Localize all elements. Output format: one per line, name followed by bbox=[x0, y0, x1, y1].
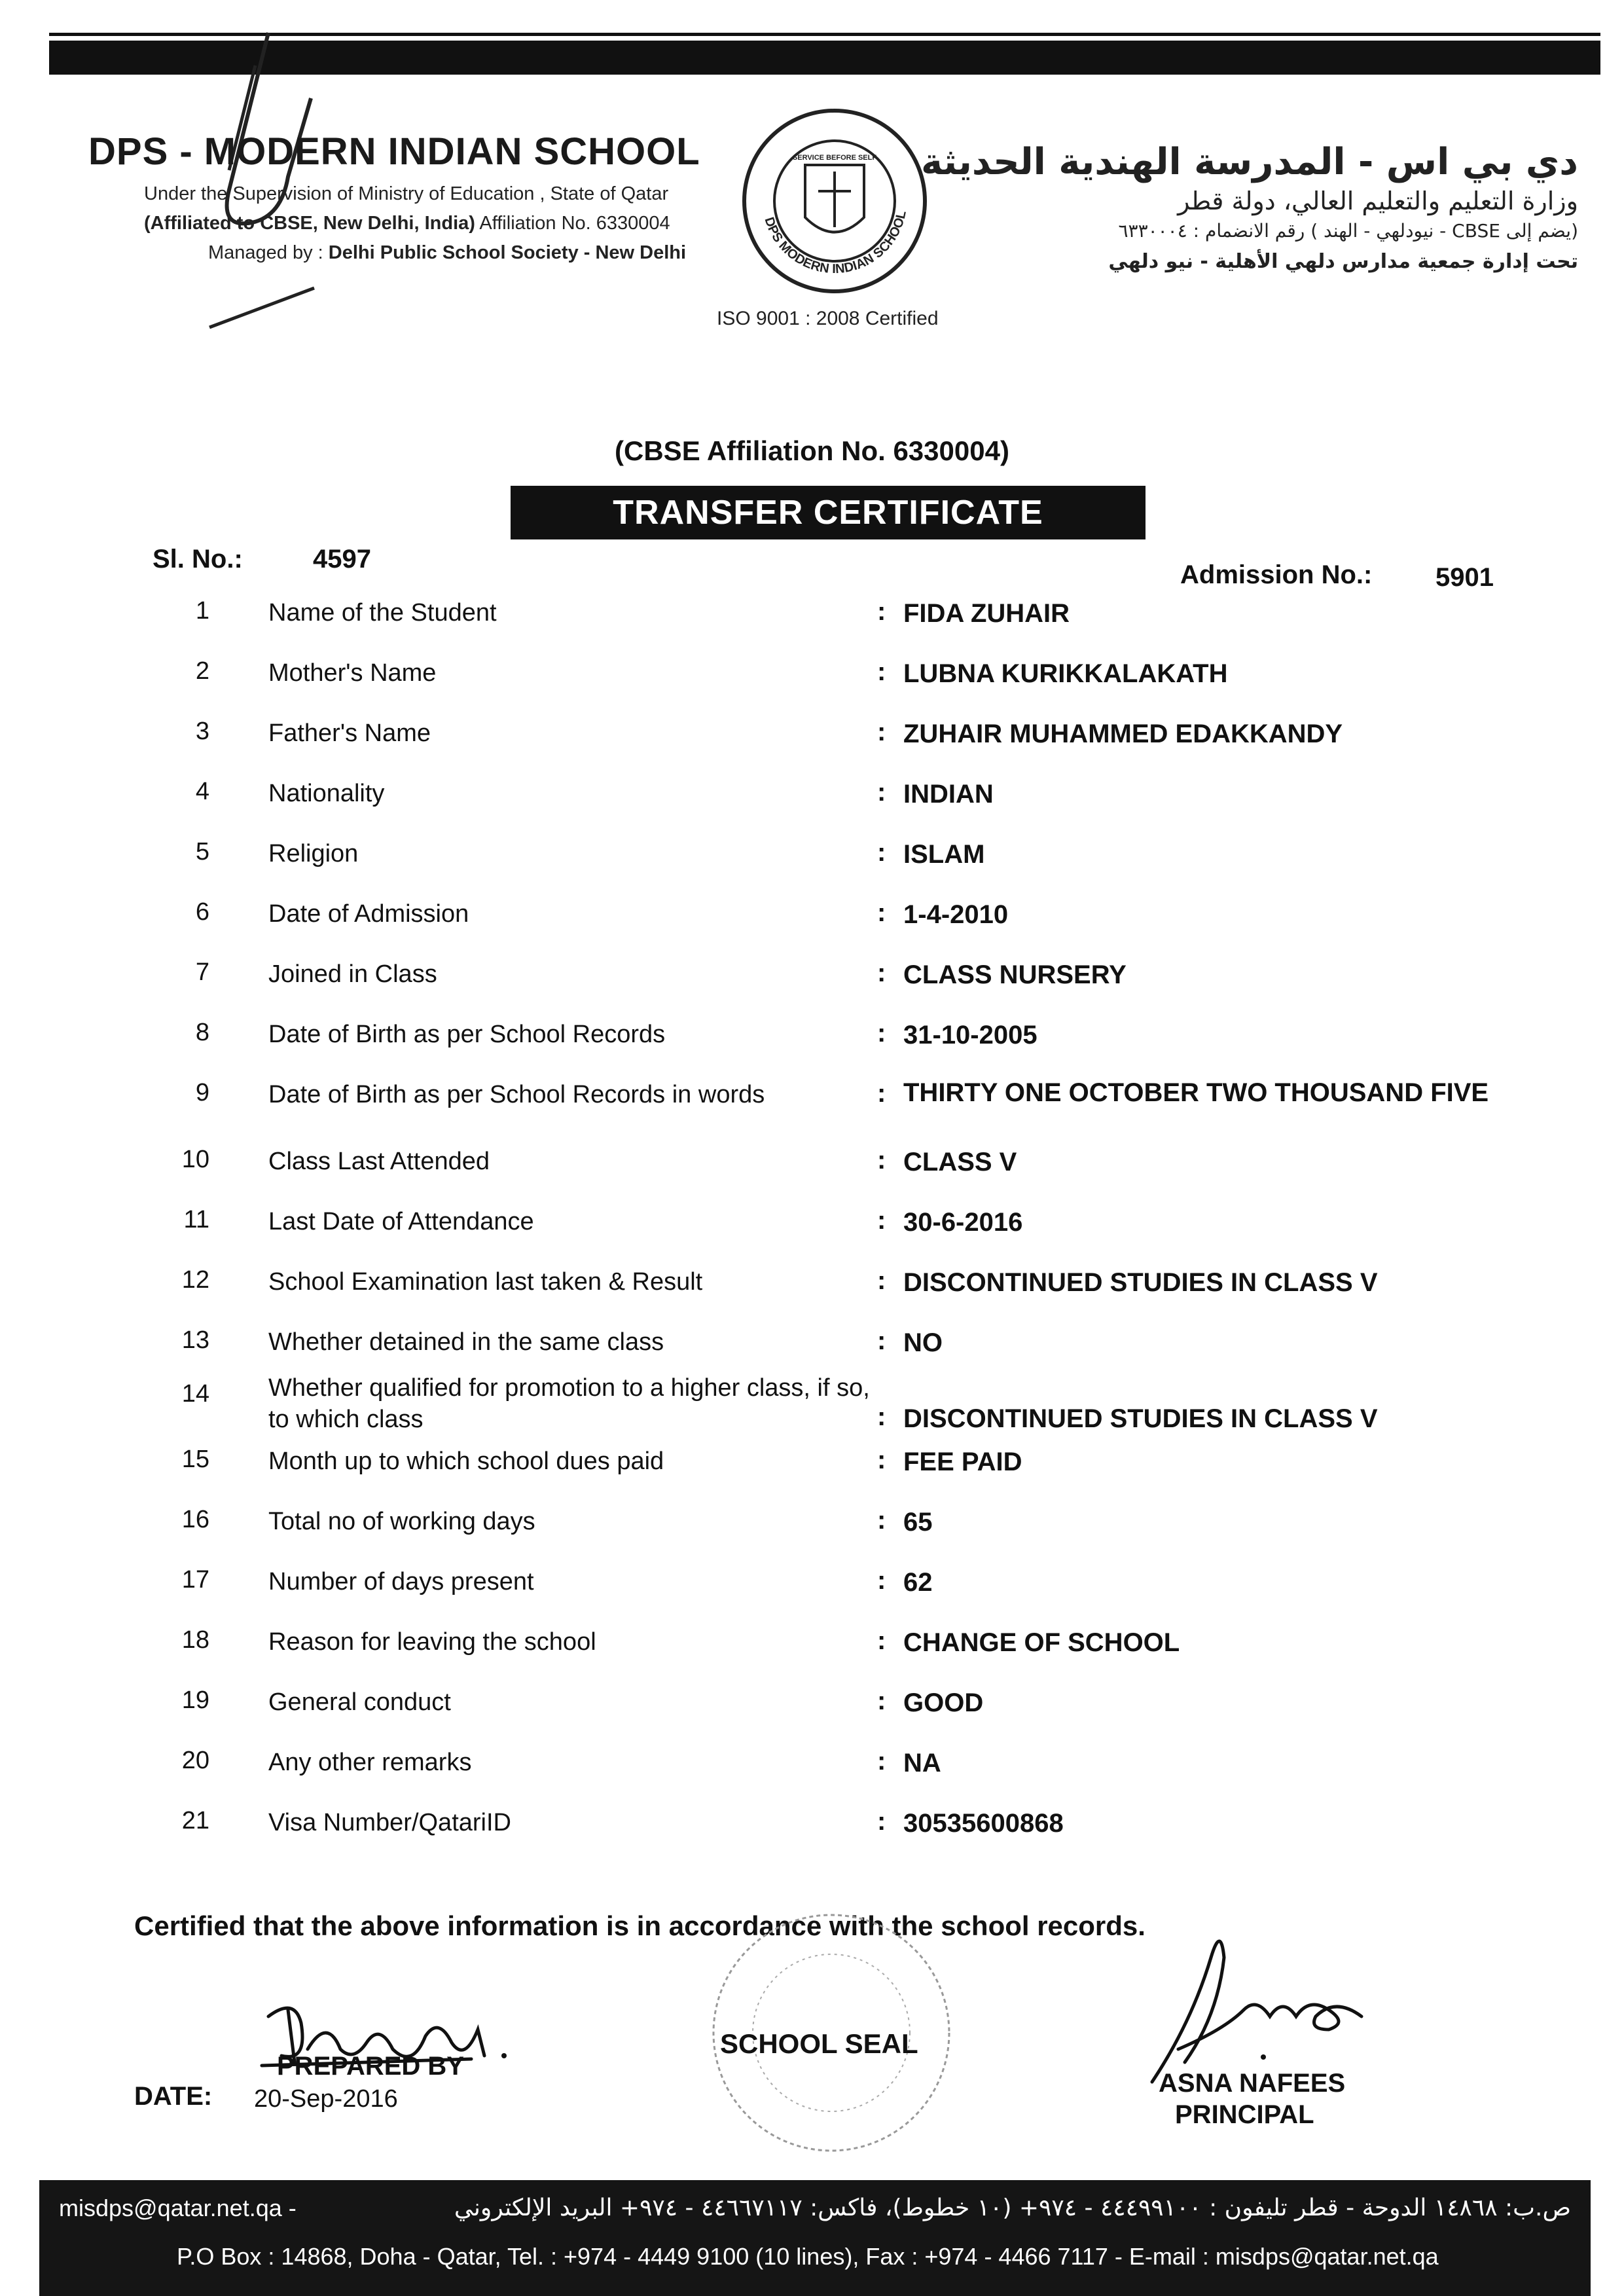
row-label: Month up to which school dues paid bbox=[268, 1448, 664, 1475]
row-value: CLASS V bbox=[903, 1148, 1017, 1176]
row-value: 62 bbox=[903, 1568, 933, 1597]
detail-row bbox=[0, 718, 1624, 770]
row-number: 8 bbox=[195, 1019, 209, 1046]
row-label: Mother's Name bbox=[268, 659, 437, 687]
row-value: CLASS NURSERY bbox=[903, 960, 1127, 989]
row-number: 5 bbox=[195, 838, 209, 866]
principal-name: ASNA NAFEES bbox=[1159, 2069, 1346, 2098]
row-number: 15 bbox=[181, 1446, 209, 1473]
detail-row bbox=[0, 958, 1624, 1011]
detail-row bbox=[0, 1372, 1624, 1433]
row-value: 30535600868 bbox=[903, 1809, 1064, 1838]
row-number: 16 bbox=[181, 1506, 209, 1533]
managed-by-label: Managed by : bbox=[208, 242, 329, 263]
row-value: CHANGE OF SCHOOL bbox=[903, 1628, 1180, 1657]
row-number: 21 bbox=[181, 1807, 209, 1834]
row-label: General conduct bbox=[268, 1688, 451, 1716]
affiliation-line bbox=[144, 213, 670, 234]
footer-arabic-contact: ص.ب: ١٤٨٦٨ الدوحة - قطر تليفون : ٤٤٤٩٩١٠٠ - ٩٧٤+ (١٠ خطوط)، فاكس: ٤٤٦٦٧١١٧ - ٩٧٤+ البريد الإلكتروني bbox=[454, 2195, 1571, 2221]
detail-row bbox=[0, 657, 1624, 710]
school-seal-label: SCHOOL SEAL bbox=[720, 2028, 918, 2059]
detail-row bbox=[0, 597, 1624, 649]
row-label: Whether qualified for promotion to a higher class, if so, to which class bbox=[268, 1374, 870, 1433]
detail-row bbox=[0, 898, 1624, 951]
school-name: DPS - MODERN INDIAN SCHOOL bbox=[88, 130, 700, 173]
row-colon: : bbox=[877, 597, 886, 626]
pen-stroke-mark bbox=[203, 282, 321, 334]
serial-label: Sl. No.: bbox=[153, 545, 243, 574]
footer-email: misdps@qatar.net.qa - bbox=[59, 2195, 297, 2221]
detail-row bbox=[0, 1626, 1624, 1679]
row-colon: : bbox=[877, 1146, 886, 1175]
row-number: 7 bbox=[195, 958, 209, 986]
logo-motto: SERVICE BEFORE SELF bbox=[792, 154, 877, 162]
supervision-line: Under the Supervision of Ministry of Education , State of Qatar bbox=[144, 183, 669, 204]
row-label: School Examination last taken & Result bbox=[268, 1268, 703, 1296]
row-value: 30-6-2016 bbox=[903, 1208, 1023, 1237]
detail-row bbox=[0, 1146, 1624, 1198]
row-value: 65 bbox=[903, 1508, 933, 1537]
row-label: Nationality bbox=[268, 780, 385, 807]
row-value: 31-10-2005 bbox=[903, 1021, 1038, 1049]
row-colon: : bbox=[877, 1506, 886, 1535]
row-value: ZUHAIR MUHAMMED EDAKKANDY bbox=[903, 720, 1343, 748]
cbse-affiliation: (CBSE Affiliation No. 6330004) bbox=[615, 435, 1009, 466]
cbse-affiliation-bold: (Affiliated to CBSE, New Delhi, India) bbox=[144, 213, 475, 234]
row-number: 4 bbox=[195, 778, 209, 805]
row-value: GOOD bbox=[903, 1688, 984, 1717]
arabic-school-name: دي بي اس - المدرسة الهندية الحديثة bbox=[921, 141, 1578, 183]
date-label: DATE: bbox=[134, 2082, 213, 2111]
row-number: 6 bbox=[195, 898, 209, 926]
row-number: 17 bbox=[181, 1566, 209, 1594]
row-colon: : bbox=[877, 1446, 886, 1474]
row-value: DISCONTINUED STUDIES IN CLASS V bbox=[903, 1268, 1378, 1297]
row-number: 14 bbox=[181, 1380, 209, 1408]
row-number: 20 bbox=[181, 1747, 209, 1774]
row-colon: : bbox=[877, 1266, 886, 1295]
detail-row bbox=[0, 1326, 1624, 1379]
row-colon: : bbox=[877, 1626, 886, 1655]
certification-statement: Certified that the above information is in accordance with the school records. bbox=[134, 1910, 1146, 1941]
row-number: 18 bbox=[181, 1626, 209, 1654]
detail-row bbox=[0, 1446, 1624, 1498]
detail-row bbox=[0, 1019, 1624, 1071]
row-colon: : bbox=[877, 1079, 886, 1108]
managed-by-society: Delhi Public School Society - New Delhi bbox=[328, 242, 687, 263]
row-number: 12 bbox=[181, 1266, 209, 1294]
row-colon: : bbox=[877, 898, 886, 927]
arabic-affiliation-line: (يضم إلى CBSE - نيودلهي - الهند ) رقم الانضمام : ٦٣٣٠٠٠٤ bbox=[1118, 220, 1578, 242]
row-colon: : bbox=[877, 778, 886, 807]
row-label: Reason for leaving the school bbox=[268, 1628, 596, 1656]
row-label: Date of Birth as per School Records bbox=[268, 1021, 666, 1048]
row-value: FIDA ZUHAIR bbox=[903, 599, 1070, 628]
managed-by-line bbox=[208, 242, 686, 264]
row-colon: : bbox=[877, 1206, 886, 1235]
row-colon: : bbox=[877, 958, 886, 987]
row-label: Total no of working days bbox=[268, 1508, 535, 1535]
row-value: 1-4-2010 bbox=[903, 900, 1009, 929]
row-number: 11 bbox=[183, 1206, 209, 1233]
logo-ring-text: DPS MODERN INDIAN SCHOOL bbox=[761, 209, 909, 277]
row-number: 9 bbox=[195, 1079, 209, 1106]
row-label: Joined in Class bbox=[268, 960, 437, 988]
row-number: 3 bbox=[195, 718, 209, 745]
row-colon: : bbox=[877, 838, 886, 867]
certificate-title: TRANSFER CERTIFICATE bbox=[511, 486, 1146, 539]
row-number: 1 bbox=[195, 597, 209, 625]
row-number: 2 bbox=[195, 657, 209, 685]
detail-row bbox=[0, 1747, 1624, 1799]
row-colon: : bbox=[877, 1566, 886, 1595]
admission-label: Admission No.: bbox=[1180, 560, 1373, 589]
row-value: DISCONTINUED STUDIES IN CLASS V bbox=[903, 1404, 1378, 1433]
detail-row bbox=[0, 1266, 1624, 1319]
footer-bar bbox=[39, 2180, 1591, 2296]
row-number: 10 bbox=[181, 1146, 209, 1173]
row-value: LUBNA KURIKKALAKATH bbox=[903, 659, 1228, 688]
affiliation-number-text: Affiliation No. 6330004 bbox=[475, 213, 670, 234]
row-colon: : bbox=[877, 1807, 886, 1836]
detail-row bbox=[0, 1686, 1624, 1739]
admission-value: 5901 bbox=[1435, 563, 1494, 592]
row-colon: : bbox=[877, 1686, 886, 1715]
row-label: Whether detained in the same class bbox=[268, 1328, 664, 1356]
detail-row bbox=[0, 1079, 1624, 1131]
footer-address: P.O Box : 14868, Doha - Qatar, Tel. : +974 - 4449 9100 (10 lines), Fax : +974 - 4466 7117 - E-mail : misdps@qatar.net.qa bbox=[177, 2243, 1439, 2270]
row-label: Name of the Student bbox=[268, 599, 497, 627]
principal-title: PRINCIPAL bbox=[1175, 2100, 1314, 2129]
row-label: Father's Name bbox=[268, 720, 431, 747]
row-number: 13 bbox=[181, 1326, 209, 1354]
prepared-by-label: PREPARED BY bbox=[277, 2052, 464, 2081]
detail-row bbox=[0, 778, 1624, 830]
serial-value: 4597 bbox=[313, 545, 371, 574]
row-number: 19 bbox=[181, 1686, 209, 1714]
row-colon: : bbox=[877, 657, 886, 686]
row-colon: : bbox=[877, 1747, 886, 1776]
row-label: Any other remarks bbox=[268, 1749, 472, 1776]
detail-row bbox=[0, 1807, 1624, 1859]
row-colon: : bbox=[877, 1019, 886, 1048]
row-label: Religion bbox=[268, 840, 359, 867]
row-label: Number of days present bbox=[268, 1568, 534, 1595]
detail-row bbox=[0, 1206, 1624, 1258]
row-value: ISLAM bbox=[903, 840, 985, 869]
row-label: Date of Birth as per School Records in words bbox=[268, 1081, 765, 1108]
iso-certification: ISO 9001 : 2008 Certified bbox=[717, 308, 939, 329]
row-label: Visa Number/QatariID bbox=[268, 1809, 511, 1836]
detail-row bbox=[0, 838, 1624, 890]
detail-row bbox=[0, 1566, 1624, 1618]
school-logo bbox=[740, 106, 929, 296]
row-label: Last Date of Attendance bbox=[268, 1208, 534, 1235]
row-label: Class Last Attended bbox=[268, 1148, 490, 1175]
row-value: THIRTY ONE OCTOBER TWO THOUSAND FIVE bbox=[903, 1078, 1489, 1107]
arabic-managed-line: تحت إدارة جمعية مدارس دلهي الأهلية - نيو دلهي bbox=[1108, 250, 1578, 273]
date-value: 20-Sep-2016 bbox=[254, 2085, 398, 2113]
row-value: NA bbox=[903, 1749, 941, 1777]
row-colon: : bbox=[877, 718, 886, 746]
row-label: Date of Admission bbox=[268, 900, 469, 928]
arabic-ministry-line: وزارة التعليم والتعليم العالي، دولة قطر bbox=[1178, 187, 1578, 215]
row-colon: : bbox=[877, 1326, 886, 1355]
row-value: INDIAN bbox=[903, 780, 994, 809]
row-value: FEE PAID bbox=[903, 1448, 1022, 1476]
row-value: NO bbox=[903, 1328, 943, 1357]
detail-row bbox=[0, 1506, 1624, 1558]
row-colon: : bbox=[877, 1402, 886, 1431]
